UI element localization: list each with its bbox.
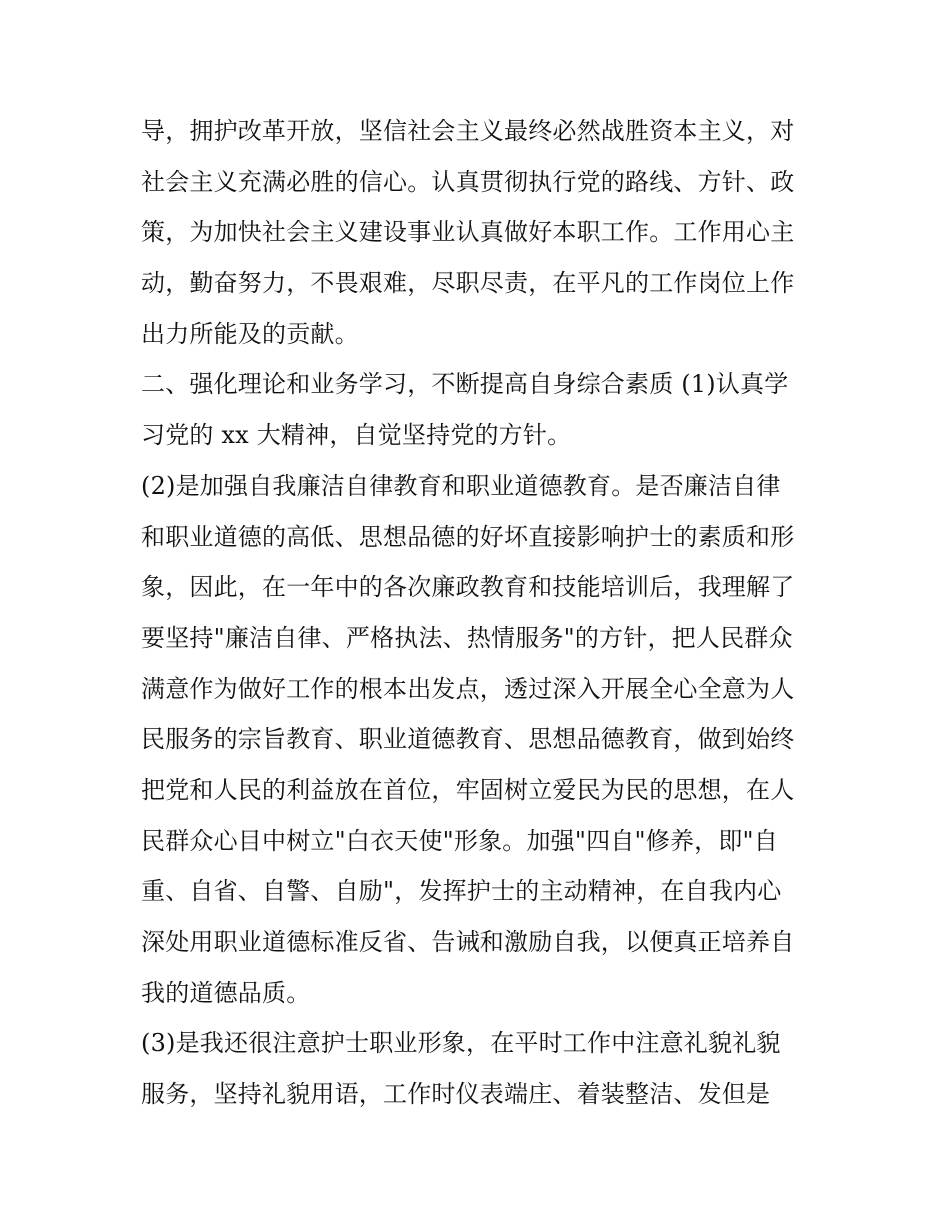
text-line: 把党和人民的利益放在首位，牢固树立爱民为民的思想，在人 <box>141 775 795 804</box>
text-line: 民群众心目中树立"白衣天使"形象。加强"四自"修养，即"自 <box>141 826 778 855</box>
text-line: 我的道德品质。 <box>141 978 311 1007</box>
text-line: 满意作为做好工作的根本出发点，透过深入开展全心全意为人 <box>141 674 795 703</box>
text-line: 导，拥护改革开放，坚信社会主义最终必然战胜资本主义，对 <box>141 117 795 145</box>
text-line: 深处用职业道德标准反省、告诫和激励自我，以便真正培养自 <box>141 928 795 956</box>
text-line: 象，因此，在一年中的各次廉政教育和技能培训后，我理解了 <box>141 573 795 602</box>
text-line: 习党的 xx 大精神，自觉坚持党的方针。 <box>141 421 572 450</box>
text-line: 民服务的宗旨教育、职业道德教育、思想品德教育，做到始终 <box>141 725 795 754</box>
text-line: 重、自省、自警、自励"，发挥护士的主动精神，在自我内心 <box>141 877 782 906</box>
text-line: 策，为加快社会主义建设事业认真做好本职工作。工作用心主 <box>141 218 795 247</box>
text-line: 出力所能及的贡献。 <box>141 319 359 348</box>
text-line: 和职业道德的高低、思想品德的好坏直接影响护士的素质和形 <box>141 522 795 551</box>
text-line: 服务，坚持礼貌用语，工作时仪表端庄、着装整洁、发但是 <box>141 1080 771 1109</box>
text-line: (2)是加强自我廉洁自律教育和职业道德教育。是否廉洁自律 <box>141 471 781 500</box>
text-line: 动，勤奋努力，不畏艰难，尽职尽责，在平凡的工作岗位上作 <box>141 269 795 298</box>
text-line: (3)是我还很注意护士职业形象，在平时工作中注意礼貌礼貌 <box>141 1029 781 1058</box>
section-heading-line: 二、强化理论和业务学习，不断提高自身综合素质 (1)认真学 <box>141 370 789 399</box>
document-body <box>141 106 821 1120</box>
text-line: 社会主义充满必胜的信心。认真贯彻执行党的路线、方针、政 <box>141 167 795 196</box>
text-line: 要坚持"廉洁自律、严格执法、热情服务"的方针，把人民群众 <box>141 623 793 652</box>
